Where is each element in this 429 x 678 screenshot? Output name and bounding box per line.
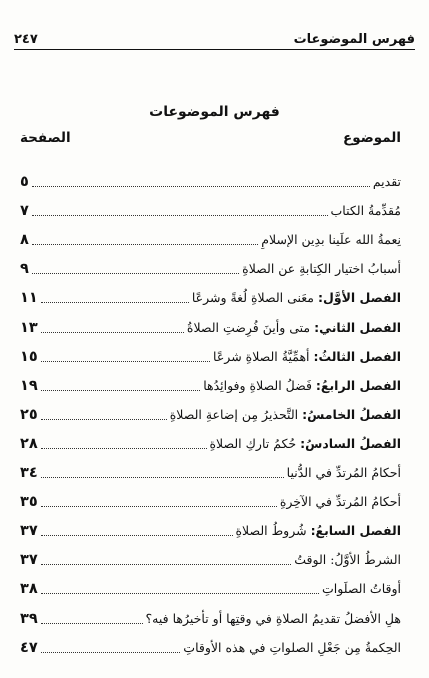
entry-title: [146, 610, 401, 628]
entry-text: التَّحذيرُ مِن إضاعةِ الصلاةِ: [169, 406, 299, 422]
entry-title: [192, 289, 401, 307]
entry-text: تقديم: [372, 174, 401, 190]
entry-title: [210, 435, 402, 453]
toc-list: [20, 162, 401, 657]
entry-text: أحكامُ المُرتدِّ في الدُّنيا: [286, 465, 401, 481]
dot-leader: [41, 476, 284, 478]
toc-entry[interactable]: [20, 395, 401, 424]
entry-title: [170, 406, 401, 424]
entry-page-number: ٧: [20, 203, 29, 220]
topic-column-header: الموضوع: [343, 130, 401, 146]
dot-leader: [41, 418, 167, 420]
entry-text: الحِكمةُ مِن جَعْلِ الصلواتِ في هذه الأوقاتِ: [183, 639, 401, 655]
entry-page-number: ٤٧: [20, 639, 38, 656]
dot-leader: [41, 360, 210, 362]
dot-leader: [41, 592, 319, 594]
toc-entry[interactable]: [20, 191, 401, 220]
dot-leader: [41, 331, 184, 333]
entry-page-number: ١٥: [20, 348, 38, 365]
dot-leader: [41, 534, 233, 536]
toc-entry[interactable]: [20, 278, 401, 307]
entry-title: [287, 464, 401, 482]
dot-leader: [41, 389, 200, 391]
entry-page-number: ١٩: [20, 377, 38, 394]
entry-title: [203, 377, 401, 395]
entry-text: أوقاتُ الصلَواتِ: [322, 581, 401, 597]
entry-text: متى وأينَ فُرِضتِ الصلاةُ: [186, 319, 311, 335]
entry-title: [261, 231, 401, 249]
entry-page-number: ٩: [20, 261, 29, 278]
toc-entry[interactable]: [20, 249, 401, 278]
entry-label: الفصل الثاني:: [314, 319, 401, 335]
entry-page-number: ٣٥: [20, 494, 38, 511]
toc-entry[interactable]: [20, 511, 401, 540]
toc-entry[interactable]: [20, 220, 401, 249]
header-page-number: ٢٤٧: [14, 32, 38, 47]
entry-label: الفصل السابعُ:: [310, 523, 401, 539]
toc-entry[interactable]: [20, 453, 401, 482]
entry-text: نِعمةُ الله علَينا بدِين الإسلامِ: [261, 232, 401, 248]
dot-leader: [32, 185, 370, 187]
entry-page-number: ٣٤: [20, 465, 38, 482]
entry-page-number: ٨: [20, 232, 29, 249]
entry-page-number: ٣٧: [20, 552, 38, 569]
entry-page-number: ٢٨: [20, 435, 38, 452]
entry-label: الفصلُ الخامسُ:: [302, 406, 401, 422]
dot-leader: [41, 447, 207, 449]
entry-label: الفصل الأوَّل:: [317, 290, 401, 306]
entry-text: هلِ الأفضلُ تقديمُ الصلاةِ في وقتِها أو تأخيرُها فيه؟: [145, 610, 401, 626]
dot-leader: [41, 622, 143, 624]
entry-page-number: ٥: [20, 174, 29, 191]
entry-text: أهمِّيَّةُ الصلاةِ شرعًا: [213, 348, 310, 364]
dot-leader: [41, 563, 292, 565]
entry-text: أحكامُ المُرتدِّ في الآخِرةِ: [279, 494, 401, 510]
entry-text: فَضلُ الصلاةِ وفوائِدُها: [203, 377, 312, 393]
entry-title: [242, 260, 401, 278]
toc-entry[interactable]: [20, 337, 401, 366]
header-running-title: فهرس الموضوعات: [293, 32, 415, 47]
toc-column-headers: [20, 130, 401, 146]
entry-text: معَنى الصلاةِ لُغةً وشرعًا: [191, 290, 314, 306]
entry-title: [294, 551, 401, 569]
dot-leader: [32, 243, 258, 245]
dot-leader: [32, 272, 239, 274]
entry-label: الفصل الثالثُ:: [313, 348, 401, 364]
dot-leader: [41, 651, 181, 653]
toc-entry[interactable]: [20, 628, 401, 657]
toc-entry[interactable]: [20, 540, 401, 569]
toc-entry[interactable]: [20, 162, 401, 191]
entry-label: الفصل الرابعُ:: [315, 377, 401, 393]
entry-text: شُروطُ الصلاةِ: [235, 523, 307, 539]
dot-leader: [41, 301, 189, 303]
toc-entry[interactable]: [20, 366, 401, 395]
entry-page-number: ٢٥: [20, 406, 38, 423]
entry-title: [331, 202, 401, 220]
running-header: [14, 25, 415, 47]
entry-page-number: ١١: [20, 290, 38, 307]
page-column-header: الصفحة: [20, 130, 71, 146]
toc-entry[interactable]: [20, 482, 401, 511]
entry-page-number: ١٣: [20, 319, 38, 336]
entry-label: الفصلُ السادسُ:: [300, 435, 401, 451]
toc-entry[interactable]: [20, 598, 401, 627]
entry-title: [187, 319, 401, 337]
entry-text: الشرطُ الأوَّلُ: الوقتُ: [294, 552, 401, 568]
toc-title: فهرس الموضوعات: [149, 104, 280, 120]
entry-page-number: ٣٩: [20, 610, 38, 627]
entry-title: [373, 173, 401, 191]
entry-page-number: ٣٧: [20, 523, 38, 540]
entry-title: [213, 348, 401, 366]
entry-text: حُكمُ تاركِ الصلاةِ: [209, 435, 297, 451]
toc-entry[interactable]: [20, 307, 401, 336]
entry-title: [322, 580, 401, 598]
dot-leader: [32, 214, 328, 216]
entry-title: [183, 639, 401, 657]
entry-title: [236, 522, 402, 540]
entry-text: مُقدِّمةُ الكتاب: [330, 203, 401, 219]
dot-leader: [41, 505, 277, 507]
toc-entry[interactable]: [20, 569, 401, 598]
header-rule: [14, 49, 415, 50]
entry-page-number: ٣٨: [20, 581, 38, 598]
entry-text: أسبابُ اختيار الكِتابةِ عن الصلاةِ: [242, 261, 401, 277]
entry-title: [280, 493, 401, 511]
toc-entry[interactable]: [20, 424, 401, 453]
